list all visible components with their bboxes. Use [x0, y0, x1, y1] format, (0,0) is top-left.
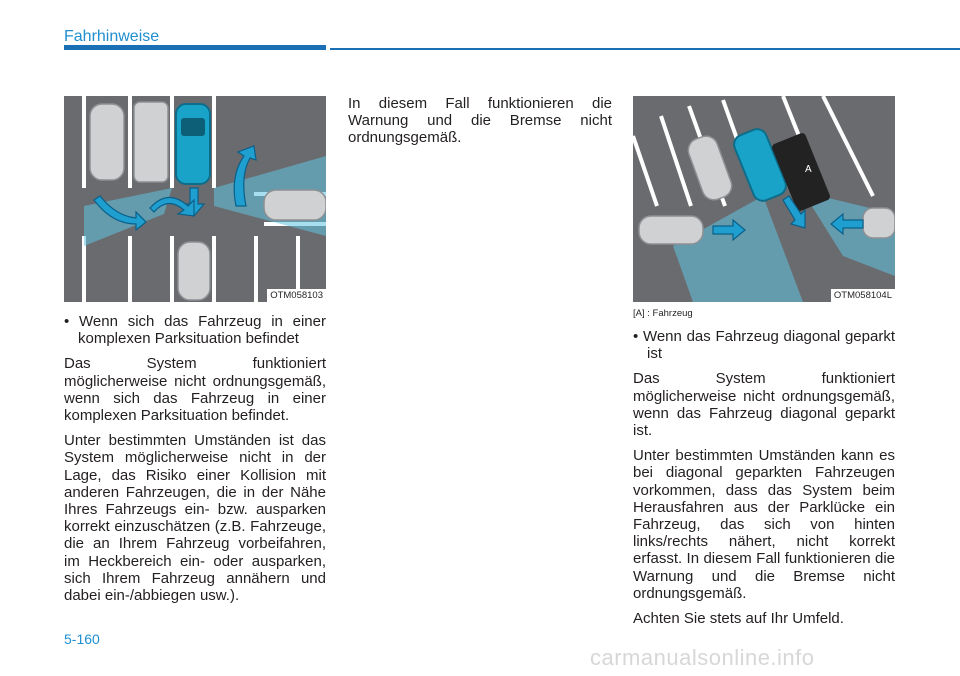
bullet-diagonal-parking: • Wenn das Fahrzeug diagonal geparkt ist	[633, 328, 895, 363]
paragraph: Das System funktioniert möglicherweise nicht ordnungsgemäß, wenn das Fahrzeug diagonal geparkt ist.	[633, 370, 895, 440]
paragraph: Unter bestimmten Umständen kann es bei diagonal geparkten Fahrzeugen vorkommen, dass das System beim Herausfahren aus der Parklücke ein Fahrzeug, das sich von hinten links/rechts nähert, nicht korrekt erfasst. In diesem Fall funktionieren die Warnung und die Bremse nicht ordnungsgemäß.	[633, 447, 895, 602]
figure-complex-parking	[64, 96, 326, 302]
label-a: A	[805, 164, 812, 175]
paragraph: Das System funktioniert möglicherweise nicht ordnungsgemäß, wenn sich das Fahrzeug in einer komplexen Parksituation befindet.	[64, 355, 326, 425]
left-column	[64, 313, 326, 612]
header-rule-thick	[64, 45, 326, 50]
paragraph: In diesem Fall funktionieren die Warnung und die Bremse nicht ordnungsgemäß.	[348, 95, 612, 147]
section-title: Fahrhinweise	[64, 28, 160, 45]
right-column	[633, 328, 895, 635]
header-rule-thin	[330, 48, 960, 50]
page-number: 5-160	[64, 631, 100, 647]
paragraph: Unter bestimmten Umständen ist das System möglicherweise nicht in der Lage, das Risiko einer Kollision mit anderen Fahrzeugen, die in der Nähe Ihres Fahrzeugs ein- bzw. ausparken korrekt einzuschätzen (z.B. Fahrzeuge, die an Ihrem Fahrzeug vorbeifahren, im Heckbereich ein- oder ausparken, sich Ihrem Fahrzeug annähern und dabei ein-/abbiegen usw.).	[64, 432, 326, 605]
figure-diagonal-parking	[633, 96, 895, 302]
figure-code: OTM058103	[267, 289, 326, 302]
paragraph: Achten Sie stets auf Ihr Umfeld.	[633, 610, 844, 628]
watermark: carmanualsonline.info	[590, 645, 815, 670]
bullet-complex-parking: • Wenn sich das Fahrzeug in einer komplexen Parksituation befindet	[64, 313, 326, 348]
figure-code: OTM058104L	[831, 289, 895, 302]
middle-column	[348, 95, 612, 155]
figure-caption: [A] : Fahrzeug	[633, 308, 693, 319]
